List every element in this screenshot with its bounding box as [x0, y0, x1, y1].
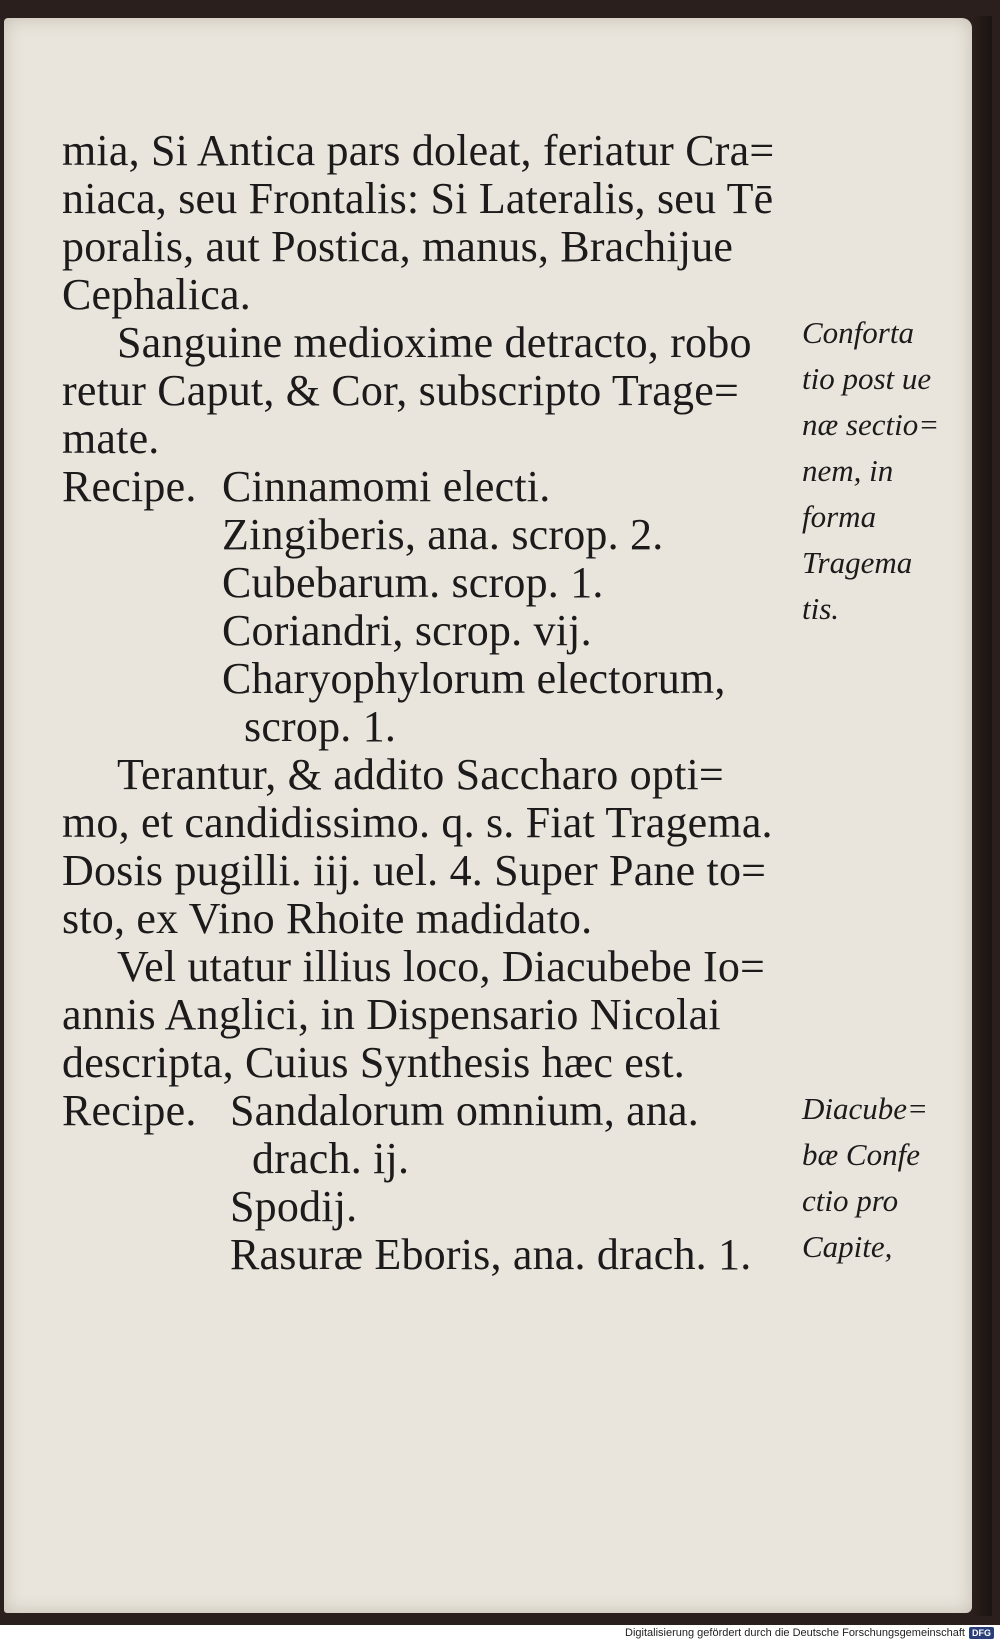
margin-note: Tragema	[802, 545, 913, 580]
recipe-item: Charyophylorum electorum,	[222, 654, 726, 703]
recipe-item: drach. ij.	[252, 1134, 410, 1183]
text-line: Vel utatur illius loco, Diacubebe Io=	[117, 942, 766, 991]
text-line: Cephalica.	[62, 270, 251, 319]
margin-note: Conforta	[802, 315, 914, 350]
recipe-item: Zingiberis, ana. scrop. 2.	[222, 510, 664, 559]
margin-note: bæ Confe	[802, 1137, 920, 1172]
text-line: mia, Si Antica pars doleat, feriatur Cra=	[62, 126, 775, 175]
text-line: mo, et candidissimo. q. s. Fiat Tragema.	[62, 798, 773, 847]
margin-note: tis.	[802, 591, 840, 626]
recipe-item: Spodij.	[230, 1182, 358, 1231]
recipe-item: Rasuræ Eboris, ana. drach. 1.	[230, 1230, 752, 1279]
funding-footer	[625, 1625, 994, 1641]
book-edge	[972, 16, 992, 1616]
margin-note: ctio pro	[802, 1183, 899, 1218]
text-line: Terantur, & addito Saccharo opti=	[117, 750, 724, 799]
text-line: Sanguine medioxime detracto, robo	[117, 318, 752, 367]
text-line: annis Anglici, in Dispensario Nicolai	[62, 990, 721, 1039]
text-line: Dosis pugilli. iij. uel. 4. Super Pane to=	[62, 846, 767, 895]
text-line: sto, ex Vino Rhoite madidato.	[62, 894, 593, 943]
margin-note: Diacube=	[802, 1091, 928, 1126]
recipe-label: Recipe.	[62, 1086, 197, 1135]
recipe-item: Cubebarum. scrop. 1.	[222, 558, 604, 607]
margin-note: tio post ue	[802, 361, 932, 396]
recipe-item: Coriandri, scrop. vij.	[222, 606, 592, 655]
text-line: mate.	[62, 414, 160, 463]
footer-text: Digitalisierung gefördert durch die Deutsche Forschungsgemeinschaft	[625, 1627, 965, 1639]
recipe-label: Recipe.	[62, 462, 197, 511]
margin-note: Capite,	[802, 1229, 893, 1264]
margin-note: forma	[802, 499, 877, 534]
recipe-item: Cinnamomi electi.	[222, 462, 551, 511]
text-line: descripta, Cuius Synthesis hæc est.	[62, 1038, 685, 1087]
text-line: poralis, aut Postica, manus, Brachijue	[62, 222, 734, 271]
dfg-logo-icon: DFG	[969, 1627, 994, 1639]
recipe-item: Sandalorum omnium, ana.	[230, 1086, 699, 1135]
text-line: niaca, seu Frontalis: Si Lateralis, seu Tē	[62, 174, 774, 223]
text-line: retur Caput, & Cor, subscripto Trage=	[62, 366, 739, 415]
recipe-item: scrop. 1.	[244, 702, 397, 751]
margin-note: næ sectio=	[802, 407, 940, 442]
margin-note: nem, in	[802, 453, 894, 488]
book-page	[4, 18, 972, 1613]
